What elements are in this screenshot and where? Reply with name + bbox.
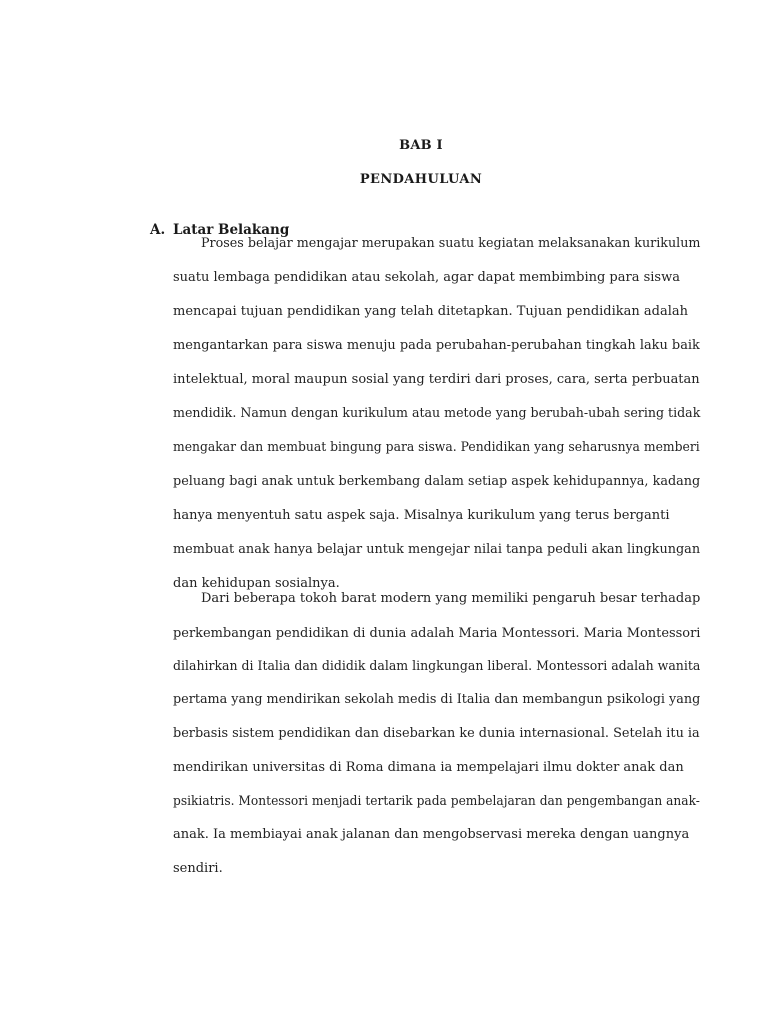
paragraph-line: berbasis sistem pendidikan dan disebarkan ke dunia internasional. Setelah itu ia bbox=[173, 726, 700, 741]
paragraph-line: perkembangan pendidikan di dunia adalah Maria Montessori. Maria Montessori bbox=[173, 626, 701, 641]
paragraph-line: mengakar dan membuat bingung para siswa. Pendidikan yang seharusnya memberi bbox=[173, 440, 700, 455]
paragraph-line: mendidik. Namun dengan kurikulum atau metode yang berubah-ubah sering tidak bbox=[173, 406, 701, 421]
paragraph-line: mencapai tujuan pendidikan yang telah ditetapkan. Tujuan pendidikan adalah bbox=[173, 304, 689, 319]
paragraph-line: anak. Ia membiayai anak jalanan dan mengobservasi mereka dengan uangnya bbox=[173, 827, 690, 842]
paragraph-line: mengantarkan para siswa menuju pada perubahan-perubahan tingkah laku baik bbox=[173, 338, 700, 353]
chapter-number: BAB I bbox=[399, 138, 443, 153]
section-title: Latar Belakang bbox=[173, 222, 290, 238]
paragraph-line: pertama yang mendirikan sekolah medis di Italia dan membangun psikologi yang bbox=[173, 692, 701, 707]
paragraph-line: sendiri. bbox=[173, 861, 223, 876]
paragraph-line: dan kehidupan sosialnya. bbox=[173, 576, 340, 591]
paragraph-line: suatu lembaga pendidikan atau sekolah, agar dapat membimbing para siswa bbox=[173, 270, 680, 285]
paragraph-line: dilahirkan di Italia dan dididik dalam lingkungan liberal. Montessori adalah wanita bbox=[173, 659, 701, 674]
paragraph-line: Dari beberapa tokoh barat modern yang memiliki pengaruh besar terhadap bbox=[201, 591, 701, 606]
paragraph-line: hanya menyentuh satu aspek saja. Misalnya kurikulum yang terus berganti bbox=[173, 508, 670, 523]
paragraph-line: psikiatris. Montessori menjadi tertarik pada pembelajaran dan pengembangan anak- bbox=[173, 794, 700, 809]
paragraph-line: Proses belajar mengajar merupakan suatu kegiatan melaksanakan kurikulum bbox=[201, 236, 701, 251]
paragraph-line: mendirikan universitas di Roma dimana ia mempelajari ilmu dokter anak dan bbox=[173, 760, 684, 775]
chapter-title: PENDAHULUAN bbox=[359, 172, 483, 187]
paragraph-line: intelektual, moral maupun sosial yang terdiri dari proses, cara, serta perbuatan bbox=[173, 372, 700, 387]
paragraph-line: peluang bagi anak untuk berkembang dalam setiap aspek kehidupannya, kadang bbox=[173, 474, 701, 489]
section-marker: A. bbox=[150, 222, 166, 238]
paragraph-line: membuat anak hanya belajar untuk mengejar nilai tanpa peduli akan lingkungan bbox=[173, 542, 701, 557]
